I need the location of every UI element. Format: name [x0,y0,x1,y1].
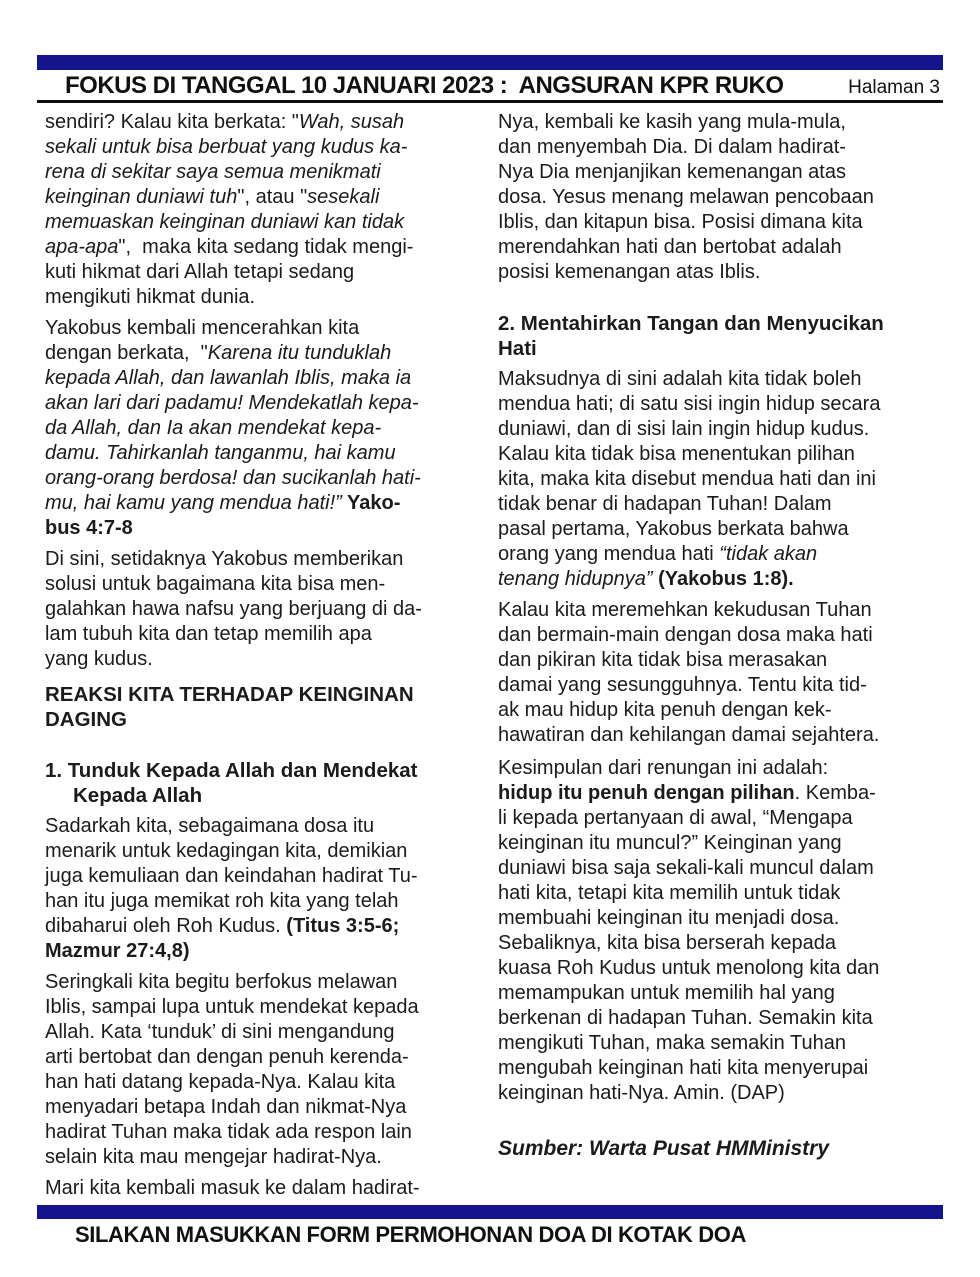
paragraph [45,547,490,672]
paragraph [498,756,943,1106]
source-credit [498,1136,943,1161]
body-text: Di sini, setidaknya Yakobus memberikan solusi untuk bagaimana kita bisa men- galahkan hawa nafsu yang berjuang di da- lam tubuh kita dan tetap memilih apa yang kudus. [45,548,422,670]
body-text: Sumber: Warta Pusat HMMinistry [498,1137,830,1160]
footer-notice: SILAKAN MASUKKAN FORM PERMOHONAN DOA DI KOTAK DOA [75,1222,746,1247]
body-text: Mari kita kembali masuk ke dalam hadirat- [45,1177,420,1199]
article-left-column [45,110,490,1207]
body-text: ", maka kita sedang tidak mengi- kuti hikmat dari Allah tetapi sedang mengikuti hikmat dunia. [45,236,414,308]
quote-text: Karena itu tunduklah kepada Allah, dan lawanlah Iblis, maka ia akan lari dari padamu! Mendekatlah kepa- da Allah, dan Ia akan mendekat kepa- damu. Tahirkanlah tanganmu, hai kamu orang-orang berdosa! dan sucikanlah hati- mu, hai kamu yang mendua hati!” [45,342,421,514]
page-title: FOKUS DI TANGGAL 10 JANUARI 2023 : ANGSURAN KPR RUKO [65,72,784,99]
bottom-accent-bar [37,1205,943,1219]
body-text: . Kemba- li kepada pertanyaan di awal, “Mengapa keinginan itu muncul?” Keinginan yang duniawi bisa saja sekali-kali muncul dalam hati kita, tetapi kita memilih untuk tidak membuahi keinginan itu menjadi dosa. Sebaliknya, kita bisa berserah kepada kuasa Roh Kudus untuk menolong kita dan memampukan untuk memilih hal yang berkenan di hadapan Tuhan. Semakin kita mengikuti Tuhan, maka semakin Tuhan mengubah keinginan hati kita menyerupai keinginan hati-Nya. Amin. (DAP) [498,782,880,1104]
body-text: Nya, kembali ke kasih yang mula-mula, dan menyembah Dia. Di dalam hadirat- Nya Dia menjanjikan kemenangan atas dosa. Yesus menang melawan pencobaan Iblis, dan kitapun bisa. Posisi dimana kita merendahkan hati dan bertobat adalah posisi kemenangan atas Iblis. [498,111,874,283]
header-divider-rule [37,100,943,103]
paragraph [45,1176,490,1201]
emphasis-text: hidup itu penuh dengan pilihan [498,782,795,804]
numbered-heading [498,311,943,361]
body-text: Maksudnya di sini adalah kita tidak boleh mendua hati; di satu sisi ingin hidup secara duniawi, dan di sisi lain ingin hidup kudus. Kalau kita tidak bisa menentukan pilihan kita, maka kita disebut mendua hati dan ini tidak benar di hadapan Tuhan! Dalam pasal pertama, Yakobus berkata bahwa orang yang mendua hati [498,368,881,565]
top-accent-bar [37,55,943,70]
body-text: Seringkali kita begitu berfokus melawan Iblis, sampai lupa untuk mendekat kepada Allah. Kata ‘tunduk’ di sini mengandung arti bertobat dan dengan penuh kerenda- han hati datang kepada-Nya. Kalau kita menyadari betapa Indah dan nikmat-Nya hadirat Tuhan maka tidak ada respon lain selain kita mau mengejar hadirat-Nya. [45,971,419,1168]
paragraph [498,367,943,592]
body-text: Sadarkah kita, sebagaimana dosa itu menarik untuk kedagingan kita, demikian juga kemuliaan dan keindahan hadirat Tu- han itu juga memikat roh kita yang telah dibaharui oleh Roh Kudus. [45,815,418,937]
quote-text: sesekali memuaskan keinginan duniawi kan tidak apa-apa [45,186,405,258]
paragraph [45,814,490,964]
paragraph [45,970,490,1170]
body-text: ", atau " [237,186,308,208]
paragraph [498,110,943,285]
page-number: Halaman 3 [848,77,940,98]
body-text: 1. Tunduk Kepada Allah dan Mendekat Kepada Allah [45,759,418,807]
body-text: Kalau kita meremehkan kekudusan Tuhan dan bermain-main dengan dosa maka hati dan pikiran kita tidak bisa merasakan damai yang sesungguhnya. Tentu kita tid- ak mau hidup kita penuh dengan kek- hawatiran dan kehilangan damai sejahtera. [498,599,880,746]
paragraph [498,598,943,748]
body-text: Yakobus kembali mencerahkan kita dengan berkata, " [45,317,360,364]
paragraph [45,110,490,310]
emphasis-text: (Yakobus 1:8). [658,568,794,590]
emphasis-text: Yako- bus 4:7-8 [45,492,401,539]
section-heading [45,682,490,732]
body-text: sendiri? Kalau kita berkata: " [45,111,299,133]
article-right-column [498,110,943,1161]
body-text: Kesimpulan dari renungan ini adalah: [498,757,829,779]
body-text: 2. Mentahirkan Tangan dan Menyucikan Hati [498,312,884,360]
quote-text: “tidak akan tenang hidupnya” [498,543,818,590]
body-text: REAKSI KITA TERHADAP KEINGINAN DAGING [45,683,414,731]
numbered-heading [45,758,490,808]
paragraph [45,316,490,541]
emphasis-text: (Titus 3:5-6; Mazmur 27:4,8) [45,915,400,962]
quote-text: Wah, susah sekali untuk bisa berbuat yang kudus ka- rena di sekitar saya semua menikmati keinginan duniawi tuh [45,111,408,208]
